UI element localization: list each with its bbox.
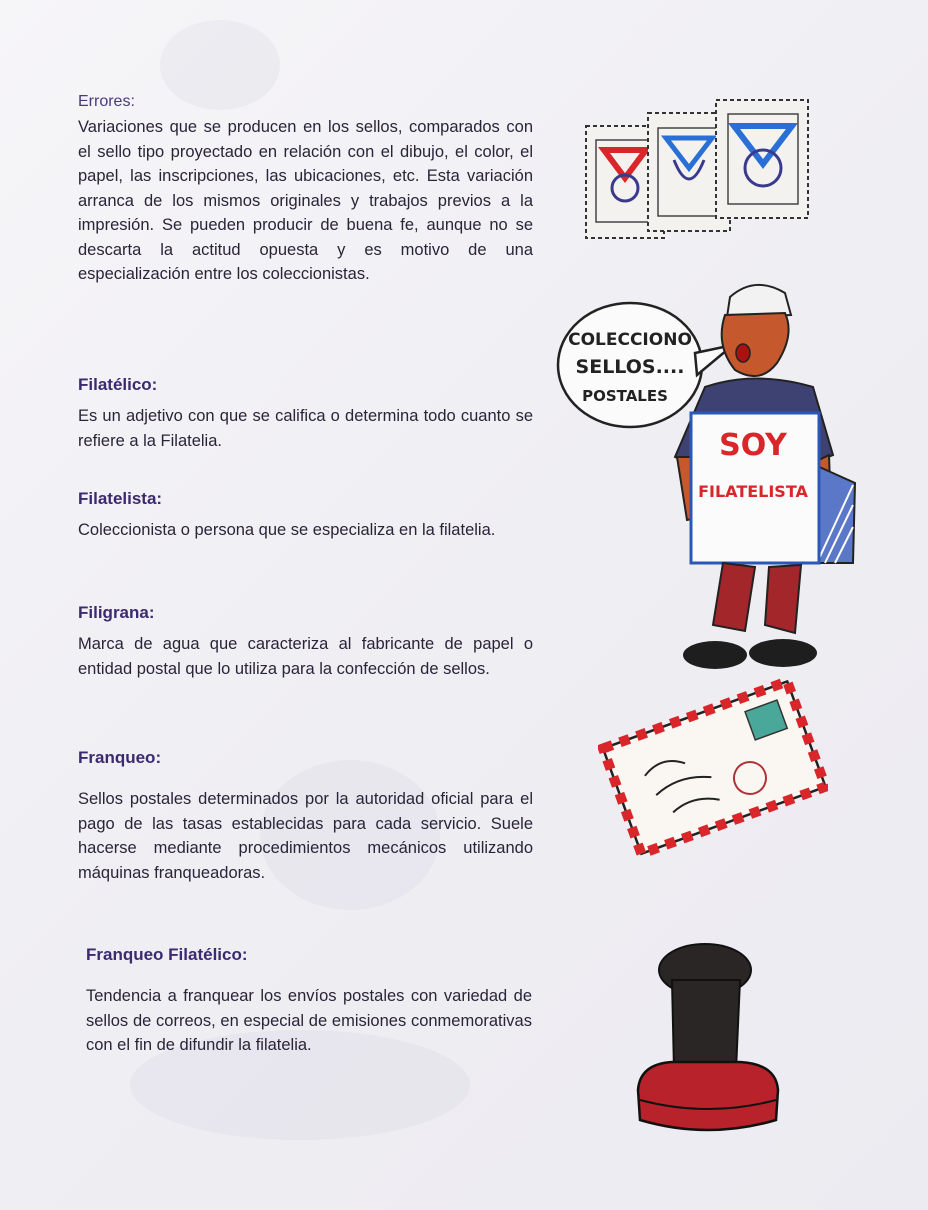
glossary-entry-franqueo bbox=[78, 747, 533, 885]
sign-text-line-1: SOY bbox=[719, 428, 787, 463]
entry-definition: Tendencia a franquear los envíos postales con variedad de sellos de correos, en especial de emisiones conmemorativas con el fin de difundir la filatelia. bbox=[86, 987, 532, 1054]
entry-term: Filatelista: bbox=[78, 489, 163, 508]
entry-term: Filatélico: bbox=[78, 375, 158, 394]
entry-term: Franqueo Filatélico: bbox=[86, 945, 248, 964]
envelope-illustration bbox=[598, 672, 828, 862]
entry-term: Filigrana: bbox=[78, 603, 155, 622]
rubber-stamp-illustration bbox=[630, 940, 790, 1135]
collector-figure bbox=[675, 285, 855, 669]
entry-term: Errores: bbox=[78, 93, 135, 110]
bubble-text-line-3: POSTALES bbox=[582, 387, 668, 405]
glossary-entry-franqueo-filatelico bbox=[86, 944, 532, 1058]
entry-definition: Sellos postales determinados por la autoridad oficial para el pago de las tasas establecidas para cada servicio. Suele hacerse mediante procedimientos mecánicos utilizando máquinas franqueadoras. bbox=[78, 790, 533, 882]
entry-definition: Variaciones que se producen en los sellos, comparados con el sello tipo proyectado en relación con el dibujo, el color, el papel, las inscripciones, las ubicaciones, etc. Esta variación arranca de los mismos originales y trabajos previos a la impresión. Se pueden producir de buena fe, aunque no se descarta la actitud opuesta y es motivo de una especialización entre los coleccionistas. bbox=[78, 118, 533, 283]
sign-text-line-2: FILATELISTA bbox=[698, 482, 808, 501]
entry-definition: Coleccionista o persona que se especializa en la filatelia. bbox=[78, 521, 496, 539]
glossary-entry-filatelista bbox=[78, 488, 533, 543]
entry-term: Franqueo: bbox=[78, 748, 162, 767]
glossary-entry-filatelico bbox=[78, 374, 533, 453]
glossary-entry-errores bbox=[78, 91, 533, 287]
collector-illustration bbox=[555, 275, 865, 675]
entry-definition: Es un adjetivo con que se califica o determina todo cuanto se refiere a la Filatelia. bbox=[78, 407, 533, 450]
bubble-text-line-2: SELLOS.... bbox=[575, 356, 685, 378]
stamp-blue-2 bbox=[716, 100, 808, 218]
stamps-illustration bbox=[578, 88, 828, 258]
entry-definition: Marca de agua que caracteriza al fabricante de papel o entidad postal que lo utiliza para la confección de sellos. bbox=[78, 635, 533, 678]
bubble-text-line-1: COLECCIONO bbox=[568, 330, 692, 350]
glossary-entry-filigrana bbox=[78, 602, 533, 681]
